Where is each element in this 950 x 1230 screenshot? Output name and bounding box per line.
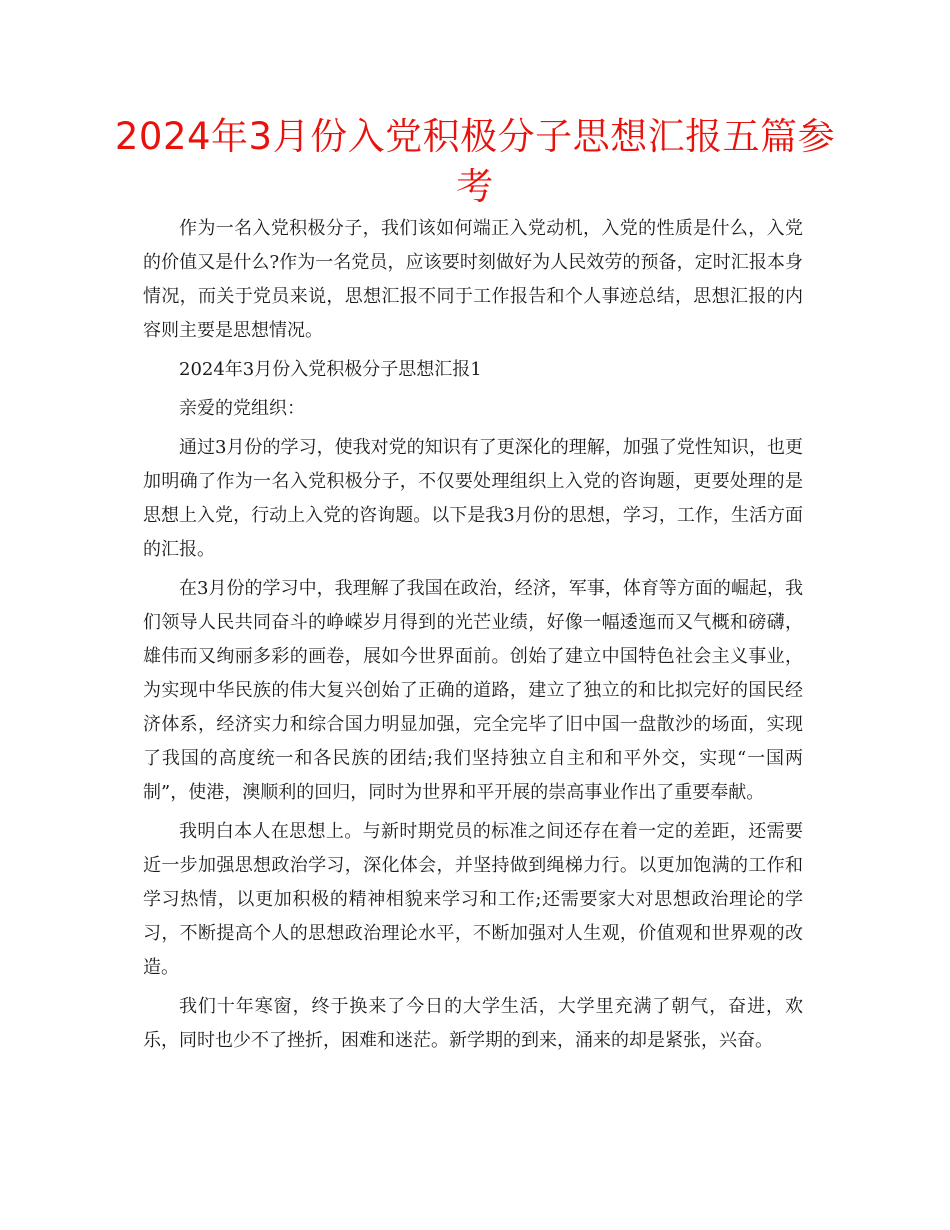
paragraph-body: 通过3月份的学习，使我对党的知识有了更深化的理解，加强了党性知识，也更加明确了作为一名入党积极分子，不仅要处理组织上入党的咨询题，更要处理的是思想上入党，行动上入党的咨询题。以下是我3月份的思想，学习，工作，生活方面的汇报。 xyxy=(143,437,803,560)
paragraph-body: 我们十年寒窗，终于换来了今日的大学生活，大学里充满了朝气，奋进，欢乐，同时也少不了挫折，困难和迷茫。新学期的到来，涌来的却是紧张，兴奋。 xyxy=(143,996,803,1051)
document-body xyxy=(143,212,803,1063)
paragraph-intro: 作为一名入党积极分子，我们该如何端正入党动机，入党的性质是什么，入党的价值又是什么?作为一名党员，应该要时刻做好为人民效劳的预备，定时汇报本身情况，而关于党员来说，思想汇报不同于工作报告和个人事迹总结，思想汇报的内容则主要是思想情况。 xyxy=(143,218,803,341)
document-title: 2024年3月份入党积极分子思想汇报五篇参考 xyxy=(114,115,836,208)
paragraph-body: 我明白本人在思想上。与新时期党员的标准之间还存在着一定的差距，还需要近一步加强思想政治学习，深化体会，并坚持做到绳梯力行。以更加饱满的工作和学习热情，以更加积极的精神相貌来学习和工作;还需要家大对思想政治理论的学习，不断提高个人的思想政治理论水平，不断加强对人生观，价值观和世界观的改造。 xyxy=(143,821,803,978)
paragraph-body: 在3月份的学习中，我理解了我国在政治，经济，军事，体育等方面的崛起，我们领导人民共同奋斗的峥嵘岁月得到的光芒业绩，好像一幅逶迤而又气概和磅礴，雄伟而又绚丽多彩的画卷，展如今世界面前。创始了建立中国特色社会主义事业，为实现中华民族的伟大复兴创始了正确的道路，建立了独立的和比拟完好的国民经济体系，经济实力和综合国力明显加强，完全完毕了旧中国一盘散沙的场面，实现了我国的高度统一和各民族的团结;我们坚持独立自主和和平外交，实现“一国两制”，使港，澳顺利的回归，同时为世界和平开展的崇高事业作出了重要奉献。 xyxy=(143,578,803,803)
section-heading: 2024年3月份入党积极分子思想汇报1 xyxy=(179,359,482,380)
salutation: 亲爱的党组织： xyxy=(179,398,305,419)
